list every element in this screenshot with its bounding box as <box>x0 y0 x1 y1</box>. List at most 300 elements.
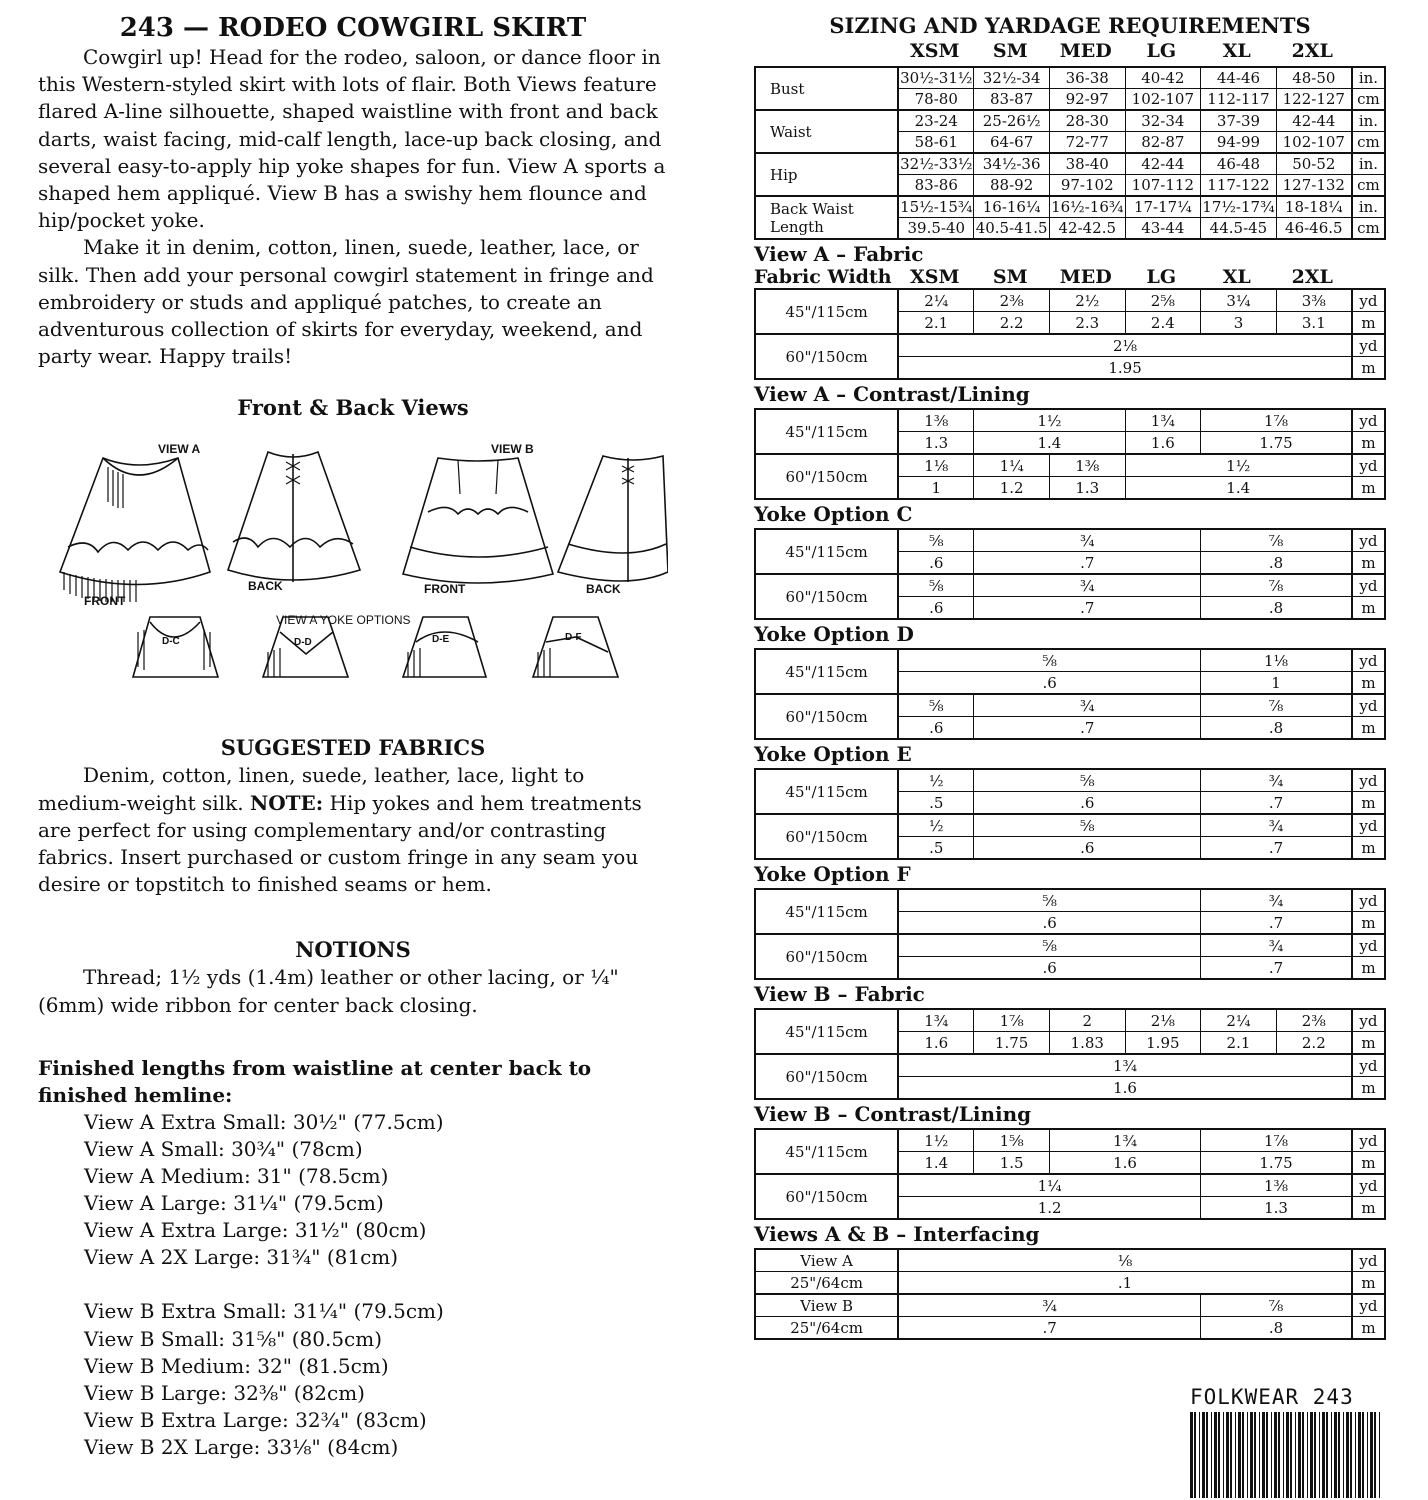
barcode-bar <box>1374 1412 1376 1498</box>
yardage-cell: 2¼ <box>898 289 974 312</box>
yardage-row-m <box>755 1272 1385 1295</box>
yardage-cell: 1⅜ <box>1049 454 1125 477</box>
yardage-cell: 1½ <box>1125 454 1352 477</box>
yardage-row-m <box>755 1317 1385 1340</box>
measurement-cell: 37-39 <box>1201 110 1277 132</box>
yardage-cell: 1.75 <box>1201 432 1352 455</box>
section-title: View A – Fabric <box>754 242 924 266</box>
yardage-cell: .7 <box>898 1317 1200 1340</box>
length-item: View B Extra Small: 31¼" (79.5cm) <box>84 1299 444 1324</box>
yardage-row-yd <box>755 769 1385 792</box>
measurement-label: Bust <box>755 67 898 110</box>
barcode-bar <box>1194 1412 1196 1498</box>
section-title: Yoke Option F <box>754 862 911 886</box>
yardage-cell: 1⅛ <box>898 454 974 477</box>
yardage-table <box>754 528 1386 620</box>
barcode-bar <box>1319 1412 1320 1498</box>
size-header-2xl: 2XL <box>1291 40 1333 62</box>
yardage-cell: ¾ <box>898 1294 1200 1317</box>
yardage-row-yd <box>755 334 1385 357</box>
fabric-width-cell: 60"/150cm <box>755 1174 898 1219</box>
yardage-row-yd <box>755 889 1385 912</box>
barcode-bar <box>1199 1412 1200 1498</box>
section-title: View B – Fabric <box>754 982 925 1006</box>
yardage-row-yd <box>755 1294 1385 1317</box>
yardage-cell: ⅝ <box>898 649 1200 672</box>
size-header-xsm: XSM <box>910 40 960 62</box>
unit-cell: m <box>1352 1272 1385 1295</box>
barcode-bar <box>1271 1412 1272 1498</box>
measurement-cell: 46-48 <box>1201 153 1277 175</box>
barcode-bar <box>1254 1412 1256 1498</box>
measurement-cell: 64-67 <box>974 132 1050 154</box>
yardage-cell: .7 <box>974 552 1201 575</box>
lengths-heading: Finished lengths from waistline at center back to finished hemline: <box>38 1055 592 1107</box>
yardage-cell: 1⅞ <box>1201 1129 1352 1152</box>
unit-cell: m <box>1352 792 1385 815</box>
measurement-cell: 92-97 <box>1049 89 1125 111</box>
barcode-bar <box>1262 1412 1265 1498</box>
notions-heading: NOTIONS <box>295 937 411 963</box>
yardage-cell: 2⅜ <box>1276 1009 1352 1032</box>
unit-cell: yd <box>1352 409 1385 432</box>
barcode-bar <box>1206 1412 1208 1498</box>
length-item: View B 2X Large: 33⅛" (84cm) <box>84 1434 399 1459</box>
footer-code: FOLKWEAR 243 <box>1190 1385 1354 1409</box>
fabrics-heading: SUGGESTED FABRICS <box>220 735 486 761</box>
fabric-width-cell: 25"/64cm <box>755 1317 898 1340</box>
measurement-cell: 38-40 <box>1049 153 1125 175</box>
barcode-bar <box>1343 1412 1344 1498</box>
barcode-bar <box>1314 1412 1316 1498</box>
yardage-cell: 1½ <box>898 1129 974 1152</box>
size-header-med: MED <box>1059 40 1112 62</box>
yardage-cell: .8 <box>1201 552 1352 575</box>
measurement-cell: 42-42.5 <box>1049 218 1125 240</box>
yardage-cell: ¾ <box>974 694 1201 717</box>
length-item: View A Large: 31¼" (79.5cm) <box>84 1191 384 1216</box>
yardage-row-yd <box>755 814 1385 837</box>
yardage-cell: 2⅝ <box>1125 289 1201 312</box>
size-header-lg: LG <box>1146 266 1177 288</box>
fabric-width-label: Fabric Width <box>754 266 892 288</box>
measurement-cell: 28-30 <box>1049 110 1125 132</box>
yardage-cell: ¾ <box>974 574 1201 597</box>
section-title: View A – Contrast/Lining <box>754 382 1030 406</box>
yardage-row-yd <box>755 649 1385 672</box>
yardage-column <box>754 12 1386 1340</box>
yoke-dc-label: D-C <box>162 636 180 648</box>
yardage-cell: 1⅝ <box>974 1129 1050 1152</box>
fabric-width-cell: 60"/150cm <box>755 574 898 619</box>
size-header-sm: SM <box>992 40 1028 62</box>
yardage-cell: 1⅞ <box>1201 409 1352 432</box>
barcode-bar <box>1266 1412 1268 1498</box>
yardage-cell: .7 <box>1201 957 1352 980</box>
yardage-cell: .7 <box>974 717 1201 740</box>
unit-cell: m <box>1352 597 1385 620</box>
yardage-cell: ⅞ <box>1201 1294 1352 1317</box>
yardage-cell: 2⅛ <box>1125 1009 1201 1032</box>
fabric-width-cell: View B <box>755 1294 898 1317</box>
yardage-cell: 1.2 <box>898 1197 1200 1220</box>
fabric-width-cell: 45"/115cm <box>755 289 898 334</box>
measurement-cell: 102-107 <box>1125 89 1201 111</box>
barcode-bar <box>1223 1412 1224 1498</box>
fabric-width-cell: 45"/115cm <box>755 409 898 454</box>
unit-cell: yd <box>1352 1129 1385 1152</box>
yardage-cell: 2.3 <box>1049 312 1125 335</box>
unit-cell: yd <box>1352 889 1385 912</box>
barcode-bar <box>1350 1412 1352 1498</box>
size-header-lg: LG <box>1146 40 1177 62</box>
size-header-2xl: 2XL <box>1291 266 1333 288</box>
fabrics-text-1: Denim, cotton, linen, suede, leather, lace, light to medium-weight silk. <box>38 763 585 815</box>
measurement-cell: 36-38 <box>1049 67 1125 89</box>
yardage-cell: 1½ <box>974 409 1125 432</box>
yardage-cell: 1.75 <box>1201 1152 1352 1175</box>
yardage-cell: 1.4 <box>898 1152 974 1175</box>
barcode-bar <box>1295 1412 1296 1498</box>
unit-cell: m <box>1352 357 1385 380</box>
yardage-cell: .5 <box>898 792 974 815</box>
measurement-cell: 40-42 <box>1125 67 1201 89</box>
measurement-cell: 32½-33½ <box>900 155 973 173</box>
yardage-cell: 3 <box>1201 312 1277 335</box>
view-a-back-label: BACK <box>248 579 283 594</box>
yardage-row-yd <box>755 454 1385 477</box>
measurement-cell: 50-52 <box>1276 153 1352 175</box>
yardage-row-yd <box>755 529 1385 552</box>
barcode-bar <box>1230 1412 1232 1498</box>
yardage-cell: .5 <box>898 837 974 860</box>
yardage-cell: .6 <box>898 912 1200 935</box>
length-item: View B Large: 32⅜" (82cm) <box>84 1380 365 1405</box>
unit-cell: m <box>1352 1317 1385 1340</box>
body-row-in <box>755 153 1385 175</box>
yardage-cell: .7 <box>1201 912 1352 935</box>
unit-cell: yd <box>1352 1294 1385 1317</box>
fabric-width-cell: 45"/115cm <box>755 1009 898 1054</box>
yardage-cell: .6 <box>898 672 1200 695</box>
measurement-cell: 83-87 <box>974 89 1050 111</box>
measurement-cell: 23-24 <box>898 110 974 132</box>
unit-cell: yd <box>1352 1009 1385 1032</box>
yardage-cell: 2.2 <box>974 312 1050 335</box>
barcode-bar <box>1326 1412 1328 1498</box>
fabric-width-cell: 60"/150cm <box>755 694 898 739</box>
barcode-bar <box>1346 1412 1349 1498</box>
barcode-bar <box>1274 1412 1277 1498</box>
barcode-bar <box>1286 1412 1289 1498</box>
fabric-width-cell: 45"/115cm <box>755 889 898 934</box>
unit-cell: in. <box>1352 67 1385 89</box>
unit-cell: m <box>1352 552 1385 575</box>
barcode-bar <box>1367 1412 1368 1498</box>
yardage-cell: 2.2 <box>1276 1032 1352 1055</box>
yardage-row-yd <box>755 1174 1385 1197</box>
measurement-cell: 82-87 <box>1125 132 1201 154</box>
yardage-cell: 1.4 <box>974 432 1125 455</box>
barcode-bar <box>1190 1412 1193 1498</box>
length-item: View A Medium: 31" (78.5cm) <box>84 1164 389 1189</box>
unit-cell: in. <box>1352 110 1385 132</box>
yardage-row-yd <box>755 574 1385 597</box>
barcode-bar <box>1355 1412 1356 1498</box>
yardage-cell: ⅛ <box>898 1249 1352 1272</box>
unit-cell: m <box>1352 432 1385 455</box>
yardage-cell: 1⅜ <box>898 409 974 432</box>
unit-cell: m <box>1352 477 1385 500</box>
yardage-table <box>754 1248 1386 1340</box>
yoke-dd-label: D-D <box>294 637 312 649</box>
section-title: Views A & B – Interfacing <box>754 1222 1040 1246</box>
barcode-bar <box>1362 1412 1364 1498</box>
barcode-bar <box>1334 1412 1337 1498</box>
yardage-cell: 2⅛ <box>898 334 1352 357</box>
measurement-cell: 17-17¼ <box>1125 196 1201 218</box>
measurement-cell: 44-46 <box>1201 67 1277 89</box>
yardage-table <box>754 888 1386 980</box>
barcode-bar <box>1235 1412 1236 1498</box>
measurement-label: Waist <box>755 110 898 153</box>
yardage-cell: 2 <box>1049 1009 1125 1032</box>
yardage-cell: 1.83 <box>1049 1032 1125 1055</box>
yardage-cell: ⅞ <box>1201 574 1352 597</box>
yardage-cell: 3¼ <box>1201 289 1277 312</box>
yardage-cell: .6 <box>898 717 974 740</box>
unit-cell: in. <box>1352 153 1385 175</box>
view-b-front-label: FRONT <box>424 582 466 597</box>
unit-cell: yd <box>1352 1054 1385 1077</box>
yardage-cell: .6 <box>974 792 1201 815</box>
barcode <box>1188 1412 1386 1498</box>
yardage-cell: ⅝ <box>898 934 1200 957</box>
yardage-cell: 1.5 <box>974 1152 1050 1175</box>
measurement-cell: 40.5-41.5 <box>975 219 1048 237</box>
measurement-cell: 17½-17¾ <box>1202 198 1275 216</box>
yardage-row-yd <box>755 1129 1385 1152</box>
yardage-row-yd <box>755 289 1385 312</box>
views-illustration <box>28 422 668 692</box>
length-item: View B Small: 31⅝" (80.5cm) <box>84 1326 383 1351</box>
unit-cell: m <box>1352 912 1385 935</box>
view-a-front-label: FRONT <box>84 594 126 609</box>
measurement-cell: 42-44 <box>1276 110 1352 132</box>
measurement-label: Hip <box>755 153 898 196</box>
unit-cell: m <box>1352 1197 1385 1220</box>
yardage-cell: 2½ <box>1049 289 1125 312</box>
unit-cell: yd <box>1352 649 1385 672</box>
fabric-width-cell: 45"/115cm <box>755 649 898 694</box>
yardage-row-yd <box>755 409 1385 432</box>
unit-cell: yd <box>1352 574 1385 597</box>
yardage-cell: 1¼ <box>898 1174 1200 1197</box>
barcode-bar <box>1298 1412 1301 1498</box>
measurement-cell: 78-80 <box>898 89 974 111</box>
measurement-cell: 88-92 <box>974 175 1050 197</box>
unit-cell: m <box>1352 717 1385 740</box>
unit-cell: yd <box>1352 769 1385 792</box>
body-row-in <box>755 196 1385 218</box>
skirt-sketches <box>28 422 668 692</box>
yardage-cell: 1.6 <box>1049 1152 1200 1175</box>
yardage-table <box>754 1128 1386 1220</box>
lengths-list-view-a <box>38 1109 668 1272</box>
yardage-table <box>754 648 1386 740</box>
yardage-cell: .7 <box>974 597 1201 620</box>
barcode-bar <box>1238 1412 1241 1498</box>
measurement-cell: 18-18¼ <box>1276 196 1352 218</box>
fabrics-note-label: NOTE: <box>249 790 324 815</box>
pattern-title: 243 — RODEO COWGIRL SKIRT <box>119 13 587 43</box>
length-item: View B Extra Large: 32¾" (83cm) <box>84 1407 427 1432</box>
yardage-table <box>754 1008 1386 1100</box>
yardage-cell: .7 <box>1201 792 1352 815</box>
yardage-cell: 1.95 <box>1125 1032 1201 1055</box>
measurement-cell: 102-107 <box>1276 132 1352 154</box>
views-heading: Front & Back Views <box>237 395 469 421</box>
barcode-bar <box>1307 1412 1308 1498</box>
measurement-cell: 94-99 <box>1201 132 1277 154</box>
yardage-cell: 1 <box>898 477 974 500</box>
fabric-width-cell: View A <box>755 1249 898 1272</box>
barcode-bar <box>1338 1412 1340 1498</box>
unit-cell: yd <box>1352 934 1385 957</box>
measurement-cell: 107-112 <box>1125 175 1201 197</box>
unit-cell: cm <box>1352 175 1385 197</box>
barcode-bar <box>1242 1412 1244 1498</box>
yardage-cell: ⅝ <box>898 574 974 597</box>
barcode-bar <box>1278 1412 1280 1498</box>
yardage-cell: .8 <box>1201 717 1352 740</box>
barcode-bar <box>1331 1412 1332 1498</box>
fabric-width-cell: 60"/150cm <box>755 934 898 979</box>
section-title: Yoke Option C <box>754 502 913 526</box>
fabric-width-cell: 45"/115cm <box>755 529 898 574</box>
description-column <box>38 12 668 1461</box>
yardage-cell: ¾ <box>1201 934 1352 957</box>
yardage-cell: ½ <box>898 769 974 792</box>
yoke-df-label: D-F <box>565 632 582 644</box>
measurement-cell: 39.5-40 <box>898 218 974 240</box>
yardage-cell: 1¼ <box>974 454 1050 477</box>
measurement-cell: 122-127 <box>1276 89 1352 111</box>
yardage-cell: ⅞ <box>1201 694 1352 717</box>
barcode-bar <box>1379 1412 1380 1498</box>
unit-cell: yd <box>1352 334 1385 357</box>
yardage-cell: 2¼ <box>1201 1009 1277 1032</box>
yardage-cell: 1.6 <box>898 1077 1352 1100</box>
length-item: View B Medium: 32" (81.5cm) <box>84 1353 389 1378</box>
fabric-width-cell: 25"/64cm <box>755 1272 898 1295</box>
barcode-bar <box>1226 1412 1229 1498</box>
length-item: View A Extra Large: 31½" (80cm) <box>84 1218 427 1243</box>
yardage-cell: ⅝ <box>898 529 974 552</box>
measurement-cell: 44.5-45 <box>1201 218 1277 240</box>
unit-cell: yd <box>1352 1174 1385 1197</box>
yardage-cell: ⅞ <box>1201 529 1352 552</box>
measurement-cell: 25-26½ <box>974 110 1050 132</box>
intro-paragraph-2: Make it in denim, cotton, linen, suede, leather, lace, or silk. Then add your personal cowgirl statement in fringe and embroidery or studs and appliqué patches, to create an adventurous collection of skirts for everyday, weekend, and party wear. Happy trails! <box>38 235 654 369</box>
unit-cell: yd <box>1352 1249 1385 1272</box>
measurement-cell: 72-77 <box>1049 132 1125 154</box>
body-row-in <box>755 110 1385 132</box>
yardage-sections <box>754 242 1386 1340</box>
body-row-in <box>755 67 1385 89</box>
barcode-bar <box>1283 1412 1284 1498</box>
yardage-cell: 2.1 <box>898 312 974 335</box>
unit-cell: yd <box>1352 289 1385 312</box>
section-title: Yoke Option D <box>754 622 914 646</box>
unit-cell: m <box>1352 957 1385 980</box>
body-measurements-table <box>754 66 1386 240</box>
fabric-width-cell: 60"/150cm <box>755 814 898 859</box>
yardage-cell: 1.6 <box>1125 432 1201 455</box>
section-title: View B – Contrast/Lining <box>754 1102 1032 1126</box>
lengths-list-view-b <box>38 1298 668 1461</box>
measurement-cell: 112-117 <box>1201 89 1277 111</box>
unit-cell: yd <box>1352 454 1385 477</box>
yardage-cell: ¾ <box>1201 889 1352 912</box>
fabrics-text-2: Hip yokes and hem treatments are perfect for using complementary and/or contrasting fabrics. Insert purchased or custom fringe in any seam you desire or topstitch to finished seams or hem. <box>38 790 642 897</box>
unit-cell: m <box>1352 837 1385 860</box>
unit-cell: m <box>1352 672 1385 695</box>
yardage-table <box>754 288 1386 380</box>
fabric-width-cell: 45"/115cm <box>755 769 898 814</box>
view-b-back-label: BACK <box>586 582 621 597</box>
measurement-label: Back Waist Length <box>755 196 898 239</box>
yardage-cell: 1¾ <box>898 1054 1352 1077</box>
view-b-label: VIEW B <box>491 442 534 457</box>
unit-cell: cm <box>1352 132 1385 154</box>
measurement-cell: 43-44 <box>1125 218 1201 240</box>
unit-cell: m <box>1352 312 1385 335</box>
section-size-row <box>754 266 1386 288</box>
measurement-cell: 34½-36 <box>974 153 1050 175</box>
view-a-label: VIEW A <box>158 442 201 457</box>
measurement-cell: 32½-34 <box>974 67 1050 89</box>
yardage-cell: 1.2 <box>974 477 1050 500</box>
fabric-width-cell: 60"/150cm <box>755 1054 898 1099</box>
unit-cell: m <box>1352 1152 1385 1175</box>
unit-cell: cm <box>1352 218 1385 240</box>
measurement-cell: 58-61 <box>898 132 974 154</box>
yardage-cell: 1⅜ <box>1201 1174 1352 1197</box>
yardage-cell: 1.3 <box>1049 477 1125 500</box>
size-header-row <box>754 40 1386 66</box>
yardage-cell: 1.4 <box>1125 477 1352 500</box>
unit-cell: yd <box>1352 529 1385 552</box>
section-title: Yoke Option E <box>754 742 912 766</box>
measurement-cell: 16½-16¾ <box>1051 198 1124 216</box>
measurement-cell: 32-34 <box>1125 110 1201 132</box>
yardage-cell: ¾ <box>1201 769 1352 792</box>
yardage-cell: ½ <box>898 814 974 837</box>
barcode-bar <box>1290 1412 1292 1498</box>
yardage-cell: ⅝ <box>974 769 1201 792</box>
measurement-cell: 97-102 <box>1049 175 1125 197</box>
yardage-cell: ⅝ <box>898 694 974 717</box>
yardage-cell: 3⅜ <box>1276 289 1352 312</box>
intro-paragraph-1: Cowgirl up! Head for the rodeo, saloon, or dance floor in this Western-styled skirt with lots of flair. Both Views feature flared A-line silhouette, shaped waistline with front and back darts, waist facing, mid-calf length, lace-up back closing, and several easy-to-apply hip yoke shapes for fun. View A sports a shaped hem appliqué. View B has a swishy hem flounce and hip/pocket yoke. <box>38 45 666 233</box>
barcode-bar <box>1247 1412 1248 1498</box>
yardage-cell: 1¾ <box>898 1009 974 1032</box>
barcode-bar <box>1370 1412 1373 1498</box>
measurement-cell: 127-132 <box>1276 175 1352 197</box>
measurement-cell: 16-16¼ <box>974 196 1050 218</box>
yardage-table <box>754 768 1386 860</box>
